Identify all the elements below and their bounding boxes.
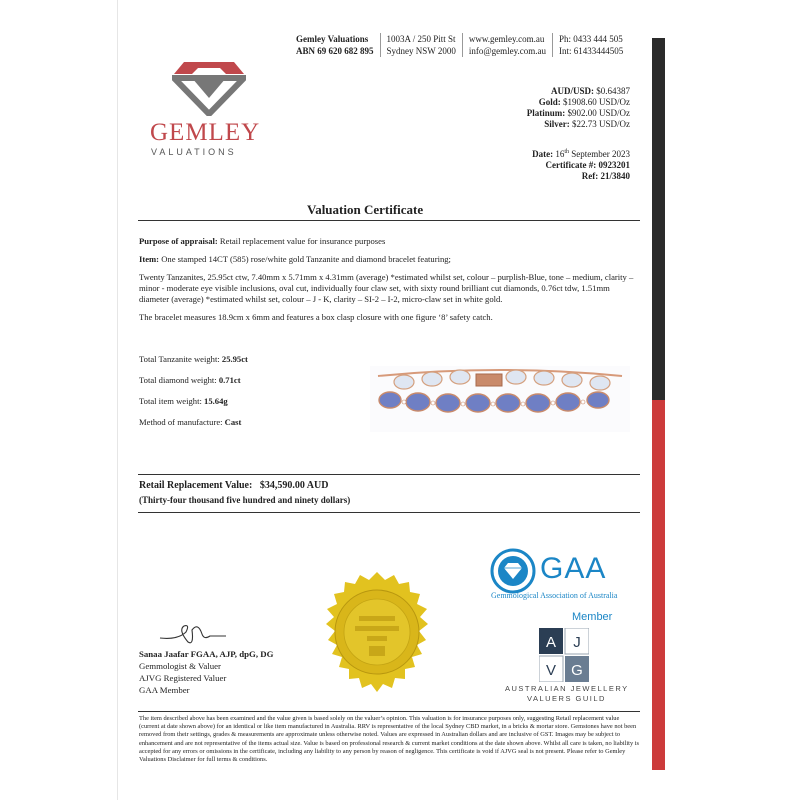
ajvg-letter-j: J (573, 634, 581, 651)
purpose-line (139, 236, 641, 247)
bracelet-image (370, 366, 630, 432)
company-abn: ABN 69 620 682 895 (296, 46, 374, 56)
aud-usd-label: AUD/USD: (550, 86, 594, 96)
ajvg-letter-g: G (571, 662, 583, 679)
retail-replacement-value (139, 480, 328, 491)
phone-number: Ph: 0433 444 505 (559, 34, 623, 44)
date-label: Date: (532, 149, 554, 159)
item-line (139, 254, 641, 265)
ref-number: 21/3840 (600, 171, 630, 181)
signer-role-3: GAA Member (139, 685, 190, 695)
item-weight-row (139, 396, 248, 407)
intl-phone-number: Int: 61433444505 (559, 46, 624, 56)
manufacture-value: Cast (224, 417, 242, 427)
website-link[interactable]: www.gemley.com.au (468, 34, 545, 44)
ajvg-seal-icon (315, 570, 439, 699)
member-label: Member (572, 611, 613, 623)
signer-name: Sanaa Jaafar FGAA, AJP, dpG, DG (139, 649, 274, 659)
aud-usd-value: $0.64387 (596, 86, 630, 96)
item-label: Item: (139, 254, 160, 264)
rrv-words: (Thirty-four thousand five hundred and ninety dollars) (139, 495, 351, 505)
ajvg-letter-v: V (545, 662, 557, 679)
gold-value: $1908.60 USD/Oz (563, 97, 630, 107)
signer-role-1: Gemmologist & Valuer (139, 661, 221, 671)
certificate-number: 0923201 (598, 160, 630, 170)
signer-role-2: AJVG Registered Valuer (139, 673, 227, 683)
item-weight-value: 15.64g (204, 396, 228, 406)
purpose-text: Retail replacement value for insurance purposes (217, 236, 386, 246)
logo-wordmark: GEMLEY (150, 119, 261, 146)
gemley-logo (150, 58, 270, 157)
diamond-weight-value: 0.71ct (218, 375, 241, 385)
footer-divider (138, 711, 640, 712)
gaa-wordmark: GAA (540, 552, 607, 585)
silver-value: $22.73 USD/Oz (572, 119, 630, 129)
date-rest: September 2023 (569, 149, 630, 159)
certificate-number-label: Certificate #: (545, 160, 597, 170)
address-block (381, 33, 463, 57)
phone-block (553, 33, 629, 57)
manufacture-row (139, 417, 248, 428)
address-line-1: 1003A / 250 Pitt St (386, 34, 456, 44)
purpose-label: Purpose of appraisal: (139, 236, 218, 246)
sidebar-red-segment (652, 400, 665, 770)
tanzanite-weight-row (139, 354, 248, 365)
signer-block (139, 648, 273, 696)
value-divider-bottom (138, 512, 640, 513)
rrv-amount: $34,590.00 AUD (259, 480, 329, 491)
gaa-subtitle: Gemmological Association of Australia (491, 591, 618, 600)
measure-text: The bracelet measures 18.9cm x 6mm and features a box clasp closure with one figure ‘8’ safety catch. (139, 312, 493, 322)
item-text: One stamped 14CT (585) rose/white gold Tanzanite and diamond bracelet featuring; (159, 254, 451, 264)
rrv-label: Retail Replacement Value: (139, 480, 253, 491)
weights-list (139, 354, 248, 438)
gaa-diamond-icon (490, 548, 536, 594)
email-link[interactable]: info@gemley.com.au (468, 46, 547, 56)
platinum-value: $902.00 USD/Oz (567, 108, 630, 118)
ajvg-name-line-1: AUSTRALIAN JEWELLERY (505, 684, 629, 693)
certificate-body (139, 236, 641, 330)
gold-label: Gold: (538, 97, 561, 107)
gemley-logo-icon (172, 58, 246, 116)
manufacture-label: Method of manufacture: (139, 417, 225, 427)
diamond-weight-row (139, 375, 248, 386)
item-weight-label: Total item weight: (139, 396, 205, 406)
logo-subtitle: VALUATIONS (151, 147, 237, 157)
silver-label: Silver: (544, 119, 570, 129)
diamond-weight-label: Total diamond weight: (139, 375, 219, 385)
title-divider (138, 220, 640, 221)
sidebar-dark-segment (652, 38, 665, 400)
address-line-2: Sydney NSW 2000 (386, 46, 456, 56)
ajvg-logo-icon (539, 628, 589, 687)
certificate-info (532, 147, 630, 182)
value-divider-top (138, 474, 640, 475)
metal-rates (527, 86, 630, 130)
company-block (290, 33, 381, 57)
date-day: 16 (555, 149, 565, 159)
sidebar-accent-bar (652, 38, 665, 770)
tanzanite-weight-value: 25.95ct (221, 354, 248, 364)
letterhead (290, 33, 629, 57)
platinum-label: Platinum: (526, 108, 566, 118)
ajvg-name-line-2: VALUERS GUILD (527, 694, 606, 703)
web-block (463, 33, 553, 57)
ref-label: Ref: (581, 171, 599, 181)
page-title: Valuation Certificate (307, 202, 424, 217)
tanzanite-weight-label: Total Tanzanite weight: (139, 354, 222, 364)
company-name: Gemley Valuations (296, 34, 369, 44)
disclaimer-text: The item described above has been examined and the value given is based solely on the valuer’s opinion. This valuation is for insurance purposes only, suggesting Retail replacement value (current at date shown above) for an identical or like item manufactured in Australia. RRV is representative of the local Sydney CBD market, in a bricks & mortar store. Gemstones have not been removed from their settings, grades & measurements are approximate unless otherwise noted. Values are expressed in Australian dollars and are inclusive of GST. Images may be subject to enhancement and are not representative of the items actual size. Value is based on professional research & current market conditions at the date shown above. Whilst all care is taken, no liability is accepted for any errors or omissions in the certificate, including any liability to any person by reason of negligence. This certificate is void if AJVG seal is not present. Please refer to Gemley Valuations Disclaimer for full terms & conditions. (139, 715, 640, 764)
ajvg-letter-a: A (545, 634, 557, 651)
description-text: Twenty Tanzanites, 25.95ct ctw, 7.40mm x 5.71mm x 4.31mm (average) *estimated whilst set, colour – purplish-Blue, tone – medium, clarity – minor - moderate eye visible inclusions, oval cut, individually four claw set, with sixty round brilliant cut diamonds, 0.76ct tdw, 1.51mm diameter (average) *estimated whilst set, colour – J - K, clarity – SI-2 – I-2, micro-claw set in white gold. (139, 272, 634, 304)
date-ordinal: th (564, 149, 569, 155)
